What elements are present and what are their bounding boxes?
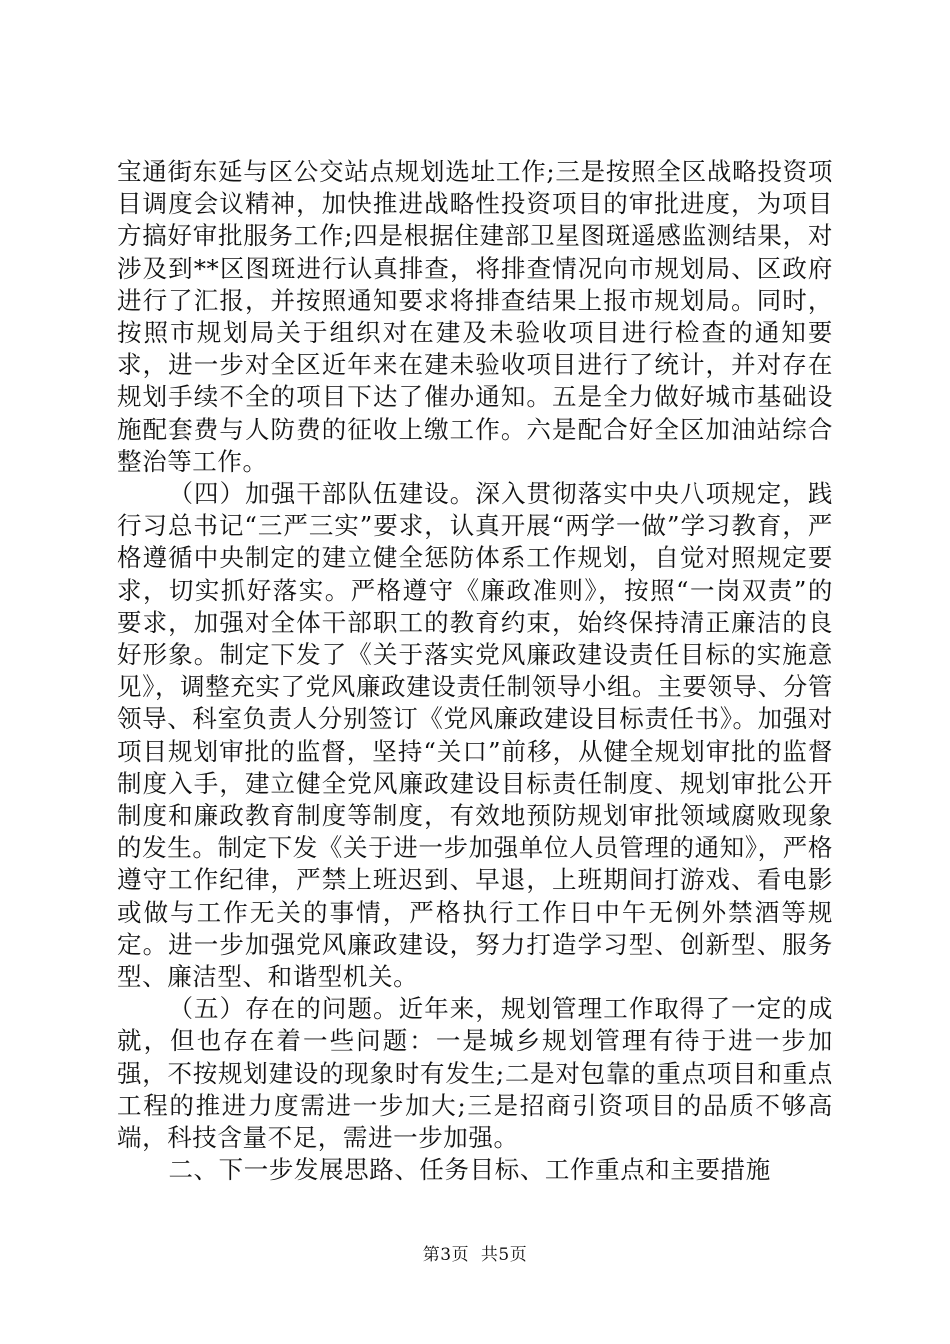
page-footer xyxy=(0,1240,950,1265)
paragraph-cadre-team-building: （四）加强干部队伍建设。深入贯彻落实中央八项规定，践行习总书记“三严三实”要求，认真开展“两学一做”学习教育，严格遵循中央制定的建立健全惩防体系工作规划，自觉对照规定要求，切实抓好落实。严格遵守《廉政准则》，按照“一岗双责”的要求，加强对全体干部职工的教育约束，始终保持清正廉洁的良好形象。制定下发了《关于落实党风廉政建设责任目标的实施意见》，调整充实了党风廉政建设责任制领导小组。主要领导、分管领导、科室负责人分别签订《党风廉政建设目标责任书》。加强对项目规划审批的监督，坚持“关口”前移，从健全规划审批的监督制度入手，建立健全党风廉政建设目标责任制度、规划审批公开制度和廉政教育制度等制度，有效地预防规划审批领域腐败现象的发生。制定下发《关于进一步加强单位人员管理的通知》，严格遵守工作纪律，严禁上班迟到、早退，上班期间打游戏、看电影或做与工作无关的事情，严格执行工作日中午无例外禁酒等规定。进一步加强党风廉政建设，努力打造学习型、创新型、服务型、廉洁型、和谐型机关。 xyxy=(117,479,833,992)
paragraph-continuation: 宝通街东延与区公交站点规划选址工作;三是按照全区战略投资项目调度会议精神，加快推进战略性投资项目的审批进度，为项目方搞好审批服务工作;四是根据住建部卫星图斑遥感监测结果，对涉及到**区图斑进行认真排查，将排查情况向市规划局、区政府进行了汇报，并按照通知要求将排查结果上报市规划局。同时，按照市规划局关于组织对在建及未验收项目进行检查的通知要求，进一步对全区近年来在建未验收项目进行了统计，并对存在规划手续不全的项目下达了催办通知。五是全力做好城市基础设施配套费与人防费的征收上缴工作。六是配合好全区加油站综合整治等工作。 xyxy=(117,157,833,476)
paragraph-existing-problems: （五）存在的问题。近年来，规划管理工作取得了一定的成就，但也存在着一些问题：一是城乡规划管理有待于进一步加强，不按规划建设的现象时有发生;二是对包靠的重点项目和重点工程的推进力度需进一步加大;三是招商引资项目的品质不够高端，科技含量不足，需进一步加强。 xyxy=(117,994,833,1153)
document-body xyxy=(117,156,833,1187)
page-number-label: 第3页 共5页 xyxy=(422,1245,528,1265)
section-heading: 二、下一步发展思路、任务目标、工作重点和主要措施 xyxy=(168,1155,771,1185)
